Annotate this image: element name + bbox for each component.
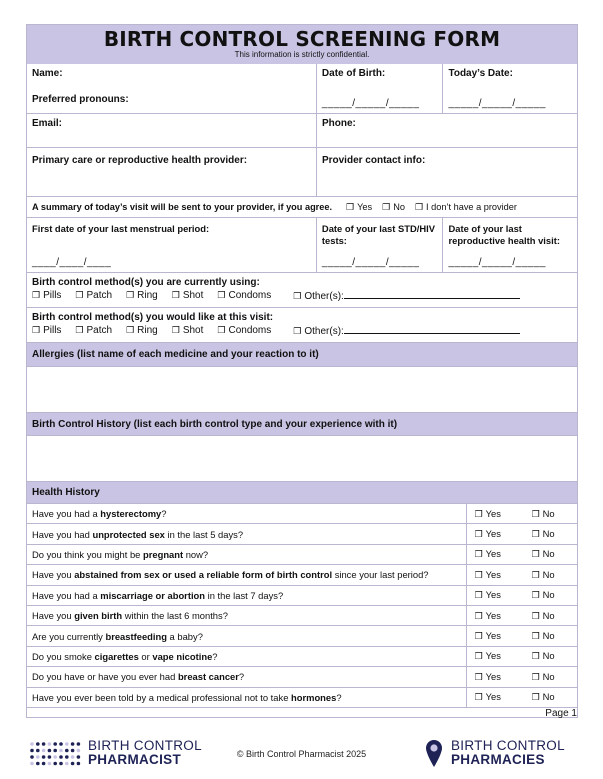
question-text: or: [138, 650, 153, 662]
answer-no-option[interactable]: [522, 667, 577, 687]
question-emphasis: unprotected sex: [92, 528, 165, 540]
today-label: Today’s Date:: [448, 68, 513, 79]
answer-label: Yes: [485, 691, 501, 703]
option-label: Other(s):: [304, 326, 344, 337]
brand-right-line2: PHARMACIES: [451, 752, 545, 767]
answer-label: No: [542, 609, 555, 621]
question-text: a baby?: [166, 630, 203, 642]
desired-other-option[interactable]: [293, 324, 520, 338]
question-text: since your last period?: [332, 569, 429, 581]
checkbox-icon[interactable]: ❒: [531, 631, 540, 642]
brand-right: [451, 739, 565, 767]
question-text: Do you smoke: [32, 650, 95, 662]
checkbox-icon[interactable]: ❒: [531, 671, 540, 682]
repro-visit-date-line: _____/_____/_____: [448, 257, 546, 268]
question-emphasis: given birth: [74, 610, 123, 622]
question-emphasis: vape nicotine: [152, 650, 213, 662]
answer-label: No: [542, 548, 555, 560]
bc-history-input[interactable]: [27, 435, 577, 481]
option-label: Patch: [86, 290, 113, 301]
question-text: Have you had a: [32, 508, 101, 520]
checkbox-icon[interactable]: ❒: [171, 290, 180, 300]
checkbox-icon[interactable]: ❒: [126, 325, 135, 335]
std-test-label: Date of your last STD/HIV tests:: [321, 223, 435, 246]
checkbox-icon[interactable]: ❒: [75, 290, 84, 300]
form-title: BIRTH CONTROL SCREENING FORM: [103, 27, 501, 51]
repro-visit-label: Date of your last reproductive health visit:: [448, 223, 560, 246]
answer-no-option[interactable]: [522, 544, 577, 564]
email-label: Email:: [32, 118, 63, 129]
std-test-date-line: _____/_____/_____: [321, 257, 420, 268]
lmp-field[interactable]: [27, 218, 316, 272]
answer-label: No: [542, 691, 555, 703]
checkbox-icon[interactable]: ❒: [531, 651, 540, 662]
checkbox-icon[interactable]: ❒: [217, 290, 226, 300]
page-number: Page 1: [545, 708, 577, 719]
answer-yes-option[interactable]: [466, 544, 521, 564]
provider-label: Primary care or reproductive health provider:: [32, 155, 248, 166]
answer-label: Yes: [485, 650, 501, 662]
question-text: in the last 7 days?: [205, 589, 284, 601]
screening-form: [26, 24, 578, 718]
phone-field[interactable]: [316, 114, 577, 147]
answer-label: Yes: [485, 507, 501, 519]
page-footer: [0, 735, 603, 775]
answer-yes-option[interactable]: [466, 504, 521, 524]
desired-pills-option[interactable]: [32, 324, 61, 338]
checkbox-icon[interactable]: ❒: [531, 549, 540, 560]
option-label: Pills: [43, 325, 62, 336]
dob-label: Date of Birth:: [321, 68, 386, 79]
option-label: Shot: [182, 290, 204, 301]
consent-no-option[interactable]: [382, 202, 405, 213]
question-text: Have you had a: [32, 589, 101, 601]
option-label: Shot: [182, 325, 204, 336]
answer-yes-option[interactable]: [466, 605, 521, 625]
question-emphasis: cigarettes: [94, 650, 139, 662]
checkbox-icon[interactable]: ❒: [531, 692, 540, 703]
table-row: [27, 626, 577, 646]
dob-date-line: _____/_____/_____: [321, 98, 420, 109]
consent-question: A summary of today’s visit will be sent to your provider, if you agree.: [32, 202, 333, 212]
map-pin-icon: [425, 739, 443, 769]
checkbox-icon[interactable]: ❒: [474, 569, 483, 580]
answer-label: No: [542, 507, 555, 519]
health-question: [27, 687, 466, 707]
checkbox-icon[interactable]: ❒: [126, 290, 135, 300]
answer-no-option[interactable]: [522, 565, 577, 585]
table-row: [27, 605, 577, 625]
other-input-line[interactable]: [344, 289, 520, 299]
consent-no-provider-label: I don’t have a provider: [426, 201, 517, 212]
lmp-date-line: ____/____/____: [32, 257, 112, 268]
option-label: Other(s):: [304, 291, 344, 302]
form-subtitle: This information is strictly confidential.: [234, 50, 370, 59]
option-label: Condoms: [228, 290, 272, 301]
checkbox-icon[interactable]: ❒: [32, 290, 41, 300]
email-field[interactable]: [27, 114, 316, 147]
health-question: [27, 605, 466, 625]
table-row: [27, 646, 577, 666]
question-text: ?: [212, 650, 218, 662]
table-row: [27, 687, 577, 707]
current-methods-label: Birth control method(s) you are currently using:: [32, 277, 260, 288]
checkbox-icon[interactable]: ❒: [382, 201, 391, 212]
health-question: [27, 504, 466, 524]
checkbox-icon[interactable]: ❒: [293, 291, 302, 301]
answer-label: No: [542, 589, 555, 601]
name-label: Name:: [32, 68, 63, 79]
checkbox-icon[interactable]: ❒: [474, 651, 483, 662]
health-question: [27, 646, 466, 666]
question-emphasis: pregnant: [143, 548, 184, 560]
table-bottom-spacer: [27, 707, 577, 717]
answer-label: Yes: [485, 589, 501, 601]
question-emphasis: miscarriage or abortion: [100, 589, 205, 601]
question-emphasis: hysterectomy: [100, 508, 162, 520]
answer-no-option[interactable]: [522, 524, 577, 544]
option-label: Ring: [137, 325, 158, 336]
checkbox-icon[interactable]: ❒: [474, 671, 483, 682]
answer-yes-option[interactable]: [466, 687, 521, 707]
copyright-text: © Birth Control Pharmacist 2025: [236, 749, 367, 759]
answer-yes-option[interactable]: [466, 585, 521, 605]
today-date-line: _____/_____/_____: [448, 98, 546, 109]
allergies-header: Allergies (list name of each medicine and your reaction to it): [27, 342, 577, 366]
form-header: [27, 25, 577, 64]
provider-field[interactable]: [27, 148, 316, 196]
bc-history-header: Birth Control History (list each birth control type and your experience with it): [27, 412, 577, 435]
checkbox-icon[interactable]: ❒: [474, 610, 483, 621]
checkbox-icon[interactable]: ❒: [474, 549, 483, 560]
answer-yes-option[interactable]: [466, 524, 521, 544]
answer-label: Yes: [485, 548, 501, 560]
today-field[interactable]: [442, 64, 577, 113]
checkbox-icon[interactable]: ❒: [414, 201, 424, 212]
desired-methods: [27, 307, 577, 342]
other-input-line[interactable]: [344, 324, 520, 334]
checkbox-icon[interactable]: ❒: [474, 508, 483, 519]
answer-label: Yes: [485, 568, 501, 580]
question-emphasis: breast cancer: [177, 671, 239, 683]
health-question: [27, 585, 466, 605]
provider-contact-field[interactable]: [316, 148, 577, 196]
checkbox-icon[interactable]: ❒: [217, 325, 226, 335]
answer-no-option[interactable]: [522, 585, 577, 605]
question-text: Do you think you might be: [32, 548, 143, 560]
checkbox-icon[interactable]: ❒: [32, 325, 41, 335]
answer-label: No: [542, 670, 555, 682]
answer-no-option[interactable]: [522, 646, 577, 666]
checkbox-icon[interactable]: ❒: [474, 590, 483, 601]
checkbox-icon[interactable]: ❒: [75, 325, 84, 335]
name-field[interactable]: [27, 64, 316, 113]
question-text: Have you ever been told by a medical professional not to take: [32, 691, 292, 703]
consent-no-label: No: [393, 201, 405, 212]
current-condoms-option[interactable]: [217, 289, 271, 303]
provider-contact-label: Provider contact info:: [321, 155, 426, 166]
brand-right-line1: BIRTH CONTROL: [451, 738, 565, 753]
pronouns-label: Preferred pronouns:: [32, 94, 129, 105]
phone-label: Phone:: [321, 118, 356, 129]
answer-no-option[interactable]: [522, 687, 577, 707]
table-row: [27, 667, 577, 687]
consent-no-provider-option[interactable]: [415, 202, 517, 213]
option-label: Patch: [86, 325, 113, 336]
checkbox-icon[interactable]: ❒: [531, 590, 540, 601]
health-question: [27, 565, 466, 585]
desired-patch-option[interactable]: [75, 324, 112, 338]
option-label: Pills: [43, 290, 62, 301]
health-question: [27, 667, 466, 687]
checkbox-icon[interactable]: ❒: [531, 508, 540, 519]
question-text: Are you currently: [32, 630, 106, 642]
health-history-table: [27, 503, 577, 707]
checkbox-icon[interactable]: ❒: [531, 610, 540, 621]
question-text: Have you: [32, 569, 75, 581]
question-text: in the last 5 days?: [164, 528, 244, 540]
allergies-input[interactable]: [27, 366, 577, 412]
answer-yes-option[interactable]: [466, 565, 521, 585]
desired-shot-option[interactable]: [172, 324, 204, 338]
question-text: ?: [161, 508, 167, 520]
checkbox-icon[interactable]: ❒: [474, 692, 483, 703]
consent-yes-label: Yes: [357, 201, 373, 212]
std-test-field[interactable]: [316, 218, 443, 272]
option-label: Condoms: [228, 325, 272, 336]
question-emphasis: abstained from sex or used a reliable form of birth control: [74, 569, 333, 581]
health-question: [27, 626, 466, 646]
answer-label: Yes: [485, 609, 501, 621]
health-question: [27, 524, 466, 544]
lmp-label: First date of your last menstrual period:: [32, 223, 210, 234]
current-pills-option[interactable]: [32, 289, 61, 303]
question-text: Have you: [32, 610, 75, 622]
answer-label: No: [542, 630, 555, 642]
current-methods: [27, 272, 577, 307]
table-row: [27, 524, 577, 544]
answer-label: Yes: [485, 630, 501, 642]
checkbox-icon[interactable]: ❒: [171, 325, 180, 335]
answer-no-option[interactable]: [522, 605, 577, 625]
table-row: [27, 565, 577, 585]
answer-no-option[interactable]: [522, 626, 577, 646]
option-label: Ring: [137, 290, 158, 301]
desired-condoms-option[interactable]: [217, 324, 271, 338]
current-other-option[interactable]: [293, 289, 520, 303]
question-text: now?: [183, 548, 209, 560]
answer-label: No: [542, 650, 555, 662]
health-question: [27, 544, 466, 564]
question-emphasis: hormones: [291, 691, 337, 703]
current-ring-option[interactable]: [126, 289, 158, 303]
question-text: within the last 6 months?: [122, 610, 228, 622]
question-emphasis: breastfeeding: [105, 630, 167, 642]
brand-left-line1: BIRTH CONTROL: [88, 738, 202, 753]
consent-row: [27, 196, 577, 217]
question-text: Do you have or have you ever had: [32, 671, 178, 683]
answer-yes-option[interactable]: [466, 646, 521, 666]
checkbox-icon[interactable]: ❒: [474, 631, 483, 642]
checkbox-icon[interactable]: ❒: [346, 201, 355, 212]
answer-yes-option[interactable]: [466, 626, 521, 646]
current-shot-option[interactable]: [172, 289, 204, 303]
repro-visit-field[interactable]: [442, 218, 577, 272]
answer-label: Yes: [485, 528, 501, 540]
table-row: [27, 504, 577, 524]
checkbox-icon[interactable]: ❒: [474, 529, 483, 540]
answer-label: Yes: [485, 670, 501, 682]
checkbox-icon[interactable]: ❒: [293, 326, 302, 336]
health-history-header: Health History: [27, 481, 577, 503]
answer-label: No: [542, 528, 555, 540]
question-text: ?: [336, 691, 342, 703]
desired-methods-label: Birth control method(s) you would like at this visit:: [32, 312, 274, 323]
table-row: [27, 585, 577, 605]
question-text: Have you had: [32, 528, 93, 540]
dob-field[interactable]: [316, 64, 443, 113]
table-row: [27, 544, 577, 564]
answer-label: No: [542, 568, 555, 580]
answer-yes-option[interactable]: [466, 667, 521, 687]
consent-yes-option[interactable]: [346, 202, 372, 213]
desired-ring-option[interactable]: [126, 324, 158, 338]
current-patch-option[interactable]: [75, 289, 112, 303]
checkbox-icon[interactable]: ❒: [531, 569, 540, 580]
brand-left-line2: PHARMACIST: [88, 752, 181, 767]
answer-no-option[interactable]: [522, 504, 577, 524]
question-text: ?: [238, 671, 245, 683]
checkbox-icon[interactable]: ❒: [531, 529, 540, 540]
